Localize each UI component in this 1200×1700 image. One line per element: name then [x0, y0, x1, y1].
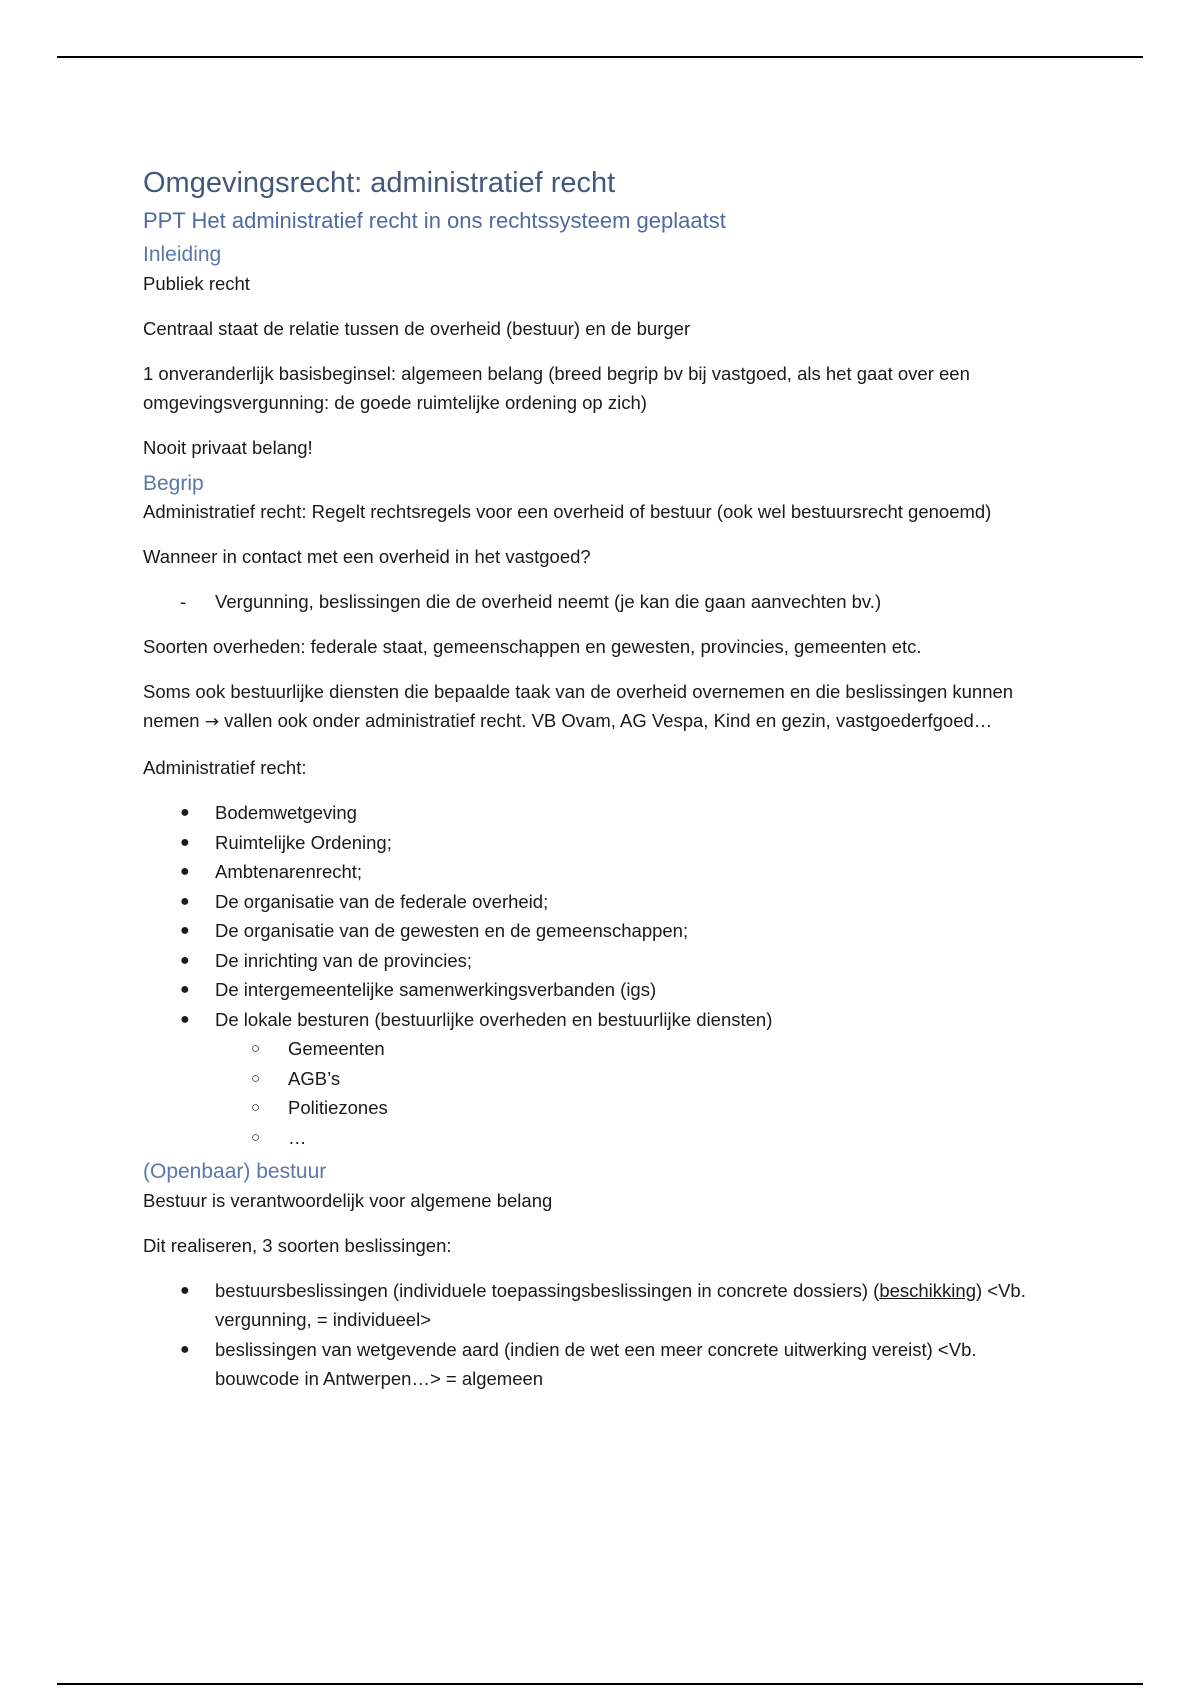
bullet-marker: ●: [180, 863, 190, 881]
list-item-text: Vergunning, beslissingen die de overheid neemt (je kan die gaan aanvechten bv.): [215, 590, 882, 612]
bullet-marker: ●: [180, 892, 190, 910]
list-item: [143, 1335, 1063, 1394]
list-item-text: De organisatie van de federale overheid;: [215, 890, 549, 912]
bullet-marker: ●: [180, 1340, 190, 1358]
header-rule: [57, 56, 1143, 58]
bullet-marker: ●: [180, 922, 190, 940]
paragraph: [143, 677, 1063, 737]
list-item: [143, 1276, 1063, 1335]
bullet-marker: ●: [180, 951, 190, 969]
bullet-marker: ●: [180, 981, 190, 999]
list-item-text: Ruimtelijke Ordening;: [215, 831, 392, 853]
heading-inleiding: Inleiding: [143, 243, 222, 267]
bullet-marker: ●: [180, 1281, 190, 1299]
paragraph: Administratief recht:: [143, 757, 307, 779]
list-item: [143, 946, 1063, 976]
list-item: [143, 828, 1063, 858]
bullet-list: [143, 1276, 1063, 1394]
list-item-text: Gemeenten: [288, 1038, 385, 1060]
bullet-marker: ●: [180, 833, 190, 851]
paragraph: Publiek recht: [143, 272, 250, 294]
paragraph: Centraal staat de relatie tussen de overheid (bestuur) en de burger: [143, 317, 691, 339]
heading-openbaar-bestuur: (Openbaar) bestuur: [143, 1160, 327, 1184]
list-item-text: Politiezones: [288, 1097, 388, 1119]
list-item-text: Bodemwetgeving: [215, 802, 357, 824]
sub-bullet-list: [215, 1034, 1063, 1152]
paragraph: Bestuur is verantwoordelijk voor algemene belang: [143, 1189, 553, 1211]
list-item-text: beslissingen van wetgevende aard (indien de wet een meer concrete uitwerking vereist) <Vb. bouwcode in Antwerpen…> = algemeen: [215, 1338, 977, 1390]
sub-bullet-marker: ○: [251, 1099, 261, 1117]
paragraph: 1 onveranderlijk basisbeginsel: algemeen belang (breed begrip bv bij vastgoed, als het gaat over een omgevingsvergunning: de goede ruimtelijke ordening op zich): [143, 362, 970, 413]
sub-bullet-marker: ○: [251, 1040, 261, 1058]
list-item-text: AGB’s: [288, 1067, 341, 1089]
list-item-text: bestuursbeslissingen (individuele toepassingsbeslissingen in concrete dossiers) (: [215, 1279, 880, 1301]
paragraph: Administratief recht: Regelt rechtsregels voor een overheid of bestuur (ook wel bestuursrecht genoemd): [143, 500, 992, 522]
list-item-text: ) <Vb. vergunning, = individueel>: [215, 1279, 1026, 1331]
list-item-text: Ambtenarenrecht;: [215, 861, 363, 883]
sub-bullet-marker: ○: [251, 1128, 261, 1146]
list-item-text: De intergemeentelijke samenwerkingsverbanden (igs): [215, 979, 657, 1001]
dash-marker: -: [180, 590, 187, 612]
document-subtitle: PPT Het administratief recht in ons rechtssysteem geplaatst: [143, 207, 726, 233]
bullet-list: [143, 798, 1063, 1152]
sub-list-item: [215, 1034, 1063, 1064]
paragraph-text: vallen ook onder administratief recht. VB Ovam, AG Vespa, Kind en gezin, vastgoederfgoed…: [224, 710, 993, 732]
bullet-marker: ●: [180, 1010, 190, 1028]
list-item: [143, 857, 1063, 887]
list-item-text: …: [288, 1126, 307, 1148]
list-item: [143, 798, 1063, 828]
sub-bullet-marker: ○: [251, 1069, 261, 1087]
paragraph: Wanneer in contact met een overheid in het vastgoed?: [143, 545, 591, 567]
list-item-text: De inrichting van de provincies;: [215, 949, 473, 971]
sub-list-item: [215, 1064, 1063, 1094]
paragraph: Dit realiseren, 3 soorten beslissingen:: [143, 1234, 452, 1256]
document-body: [143, 165, 1063, 1410]
list-item: [143, 1005, 1063, 1153]
document-title: Omgevingsrecht: administratief recht: [143, 167, 616, 199]
list-item: [143, 975, 1063, 1005]
heading-begrip: Begrip: [143, 471, 204, 495]
paragraph: Soorten overheden: federale staat, gemeenschappen en gewesten, provincies, gemeenten etc.: [143, 636, 922, 658]
underlined-term: beschikking: [879, 1279, 976, 1301]
paragraph-text: Soms ook bestuurlijke diensten die bepaalde taak van de overheid overnemen en die beslissingen kunnen nemen: [143, 681, 1014, 732]
dash-list: [143, 587, 1063, 617]
list-item: [143, 587, 1063, 617]
paragraph: Nooit privaat belang!: [143, 436, 313, 458]
list-item: [143, 887, 1063, 917]
sub-list-item: [215, 1093, 1063, 1123]
footer-rule: [57, 1683, 1143, 1685]
list-item-text: De lokale besturen (bestuurlijke overheden en bestuurlijke diensten): [215, 1008, 773, 1030]
list-item: [143, 916, 1063, 946]
sub-list-item: [215, 1123, 1063, 1153]
arrow-right-icon: →: [204, 712, 219, 733]
list-item-text: De organisatie van de gewesten en de gemeenschappen;: [215, 920, 689, 942]
bullet-marker: ●: [180, 804, 190, 822]
